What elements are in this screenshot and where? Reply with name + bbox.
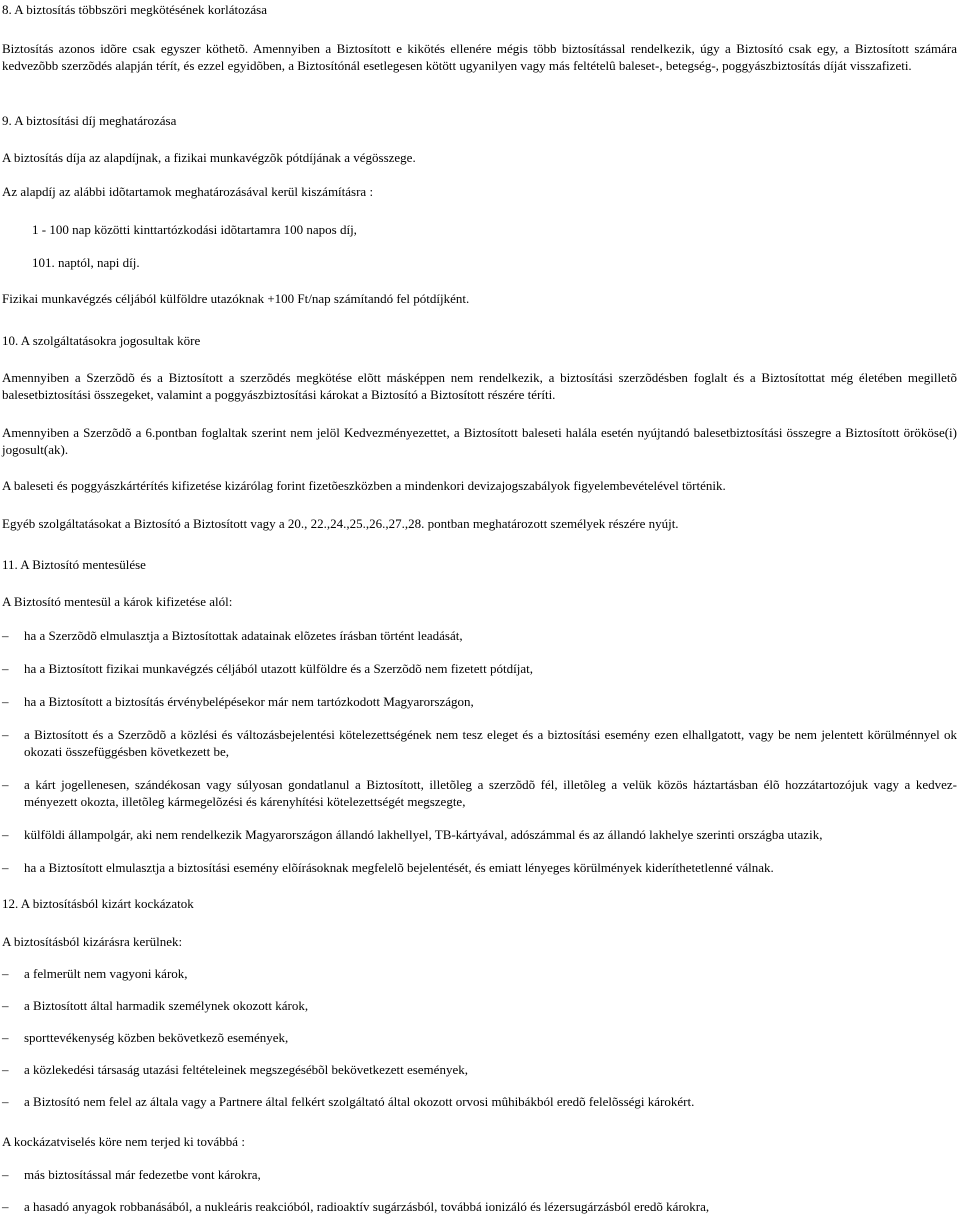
section-9-item2: 101. naptól, napi díj. <box>32 255 140 270</box>
dash-bullet: – <box>2 628 9 643</box>
list-item-text: sporttevékenység közben bekövetkezõ események, <box>24 1030 289 1045</box>
list-item-text: a Biztosított és a Szerzõdõ a közlési és változásbejelentési kötelezettségének nem tesz eleget és a biztosítási esemény ezen elhallgatott, vagy be nem jelentett körülménnyel ok okozati összefüggésben következett be, <box>24 727 957 759</box>
dash-bullet: – <box>2 661 9 676</box>
list-item <box>2 997 957 1014</box>
dash-bullet: – <box>2 727 9 742</box>
section-8-title: 8. A biztosítás többszöri megkötésének korlátozása <box>2 2 267 17</box>
list-item-text: a Biztosító nem felel az általa vagy a Partnere által felkért szolgáltató által okozott orvosi mûhibákból eredõ felelõsségi károkért. <box>24 1094 695 1109</box>
section-12-title: 12. A biztosításból kizárt kockázatok <box>2 896 194 911</box>
section-11-list <box>2 627 957 876</box>
section-10-p2: Amennyiben a Szerzõdõ a 6.pontban foglaltak szerint nem jelöl Kedvezményezettet, a Biztosított baleseti halála esetén nyújtandó balesetbiztosítási összegre a Biztosított örököse(i) jogosult(ak). <box>2 425 957 457</box>
list-item <box>2 1198 957 1215</box>
section-12-list <box>2 965 957 1110</box>
list-item <box>2 1029 957 1046</box>
list-item <box>2 826 957 843</box>
section-11-title: 11. A Biztosító mentesülése <box>2 557 146 572</box>
list-item-text: a kárt jogellenesen, szándékosan vagy súlyosan gondatlanul a Biztosított, illetõleg a szerzõdõ fél, illetõleg a velük közös háztartásban élõ hozzátartozójuk vagy a kedvez-ményezett okozta, illetõleg kármegelõzési és kárenyhítési kötelezettségét megszegte, <box>24 777 957 809</box>
list-item <box>2 1061 957 1078</box>
section-10-p1: Amennyiben a Szerzõdõ és a Biztosított a szerzõdés megkötése elõtt másképpen nem rendelkezik, a biztosítási szerzõdésben foglalt és a Biztosítottat még életében megilletõ balesetbiztosítási összegeket, valamint a poggyászbiztosítási károkat a Biztosító a Biztosított részére téríti. <box>2 370 957 402</box>
dash-bullet: – <box>2 1062 9 1077</box>
section-12-intro2: A kockázatviselés köre nem terjed ki továbbá : <box>2 1134 245 1149</box>
dash-bullet: – <box>2 777 9 792</box>
list-item-text: a Biztosított által harmadik személynek okozott károk, <box>24 998 309 1013</box>
section-12-list-2 <box>2 1166 957 1215</box>
list-item-text: a felmerült nem vagyoni károk, <box>24 966 188 981</box>
list-item <box>2 859 957 876</box>
dash-bullet: – <box>2 1030 9 1045</box>
section-9-item1: 1 - 100 nap közötti kinttartózkodási idõtartamra 100 napos díj, <box>32 222 357 237</box>
section-12-intro: A biztosításból kizárásra kerülnek: <box>2 934 183 949</box>
list-item <box>2 660 957 677</box>
list-item <box>2 776 957 810</box>
section-10-p4: Egyéb szolgáltatásokat a Biztosító a Biztosított vagy a 20., 22.,24.,25.,26.,27.,28. pontban meghatározott személyek részére nyújt. <box>2 516 679 531</box>
dash-bullet: – <box>2 966 9 981</box>
dash-bullet: – <box>2 998 9 1013</box>
list-item <box>2 627 957 644</box>
dash-bullet: – <box>2 1167 9 1182</box>
list-item-text: a közlekedési társaság utazási feltételeinek megszegésébõl bekövetkezett események, <box>24 1062 468 1077</box>
section-9-p3: Fizikai munkavégzés céljából külföldre utazóknak +100 Ft/nap számítandó fel pótdíjként. <box>2 291 470 306</box>
section-9-p2: Az alapdíj az alábbi idõtartamok meghatározásával kerül kiszámításra : <box>2 184 374 199</box>
list-item <box>2 693 957 710</box>
section-10-title: 10. A szolgáltatásokra jogosultak köre <box>2 333 201 348</box>
section-8-body: Biztosítás azonos idõre csak egyszer köthetõ. Amennyiben a Biztosított e kikötés ellenére mégis több biztosítással rendelkezik, úgy a Biztosító csak egy, a Biztosított számára kedvezõbb szerzõdés alapján térít, és ezzel egyidõben, a Biztosítónál esetlegesen kötött ugyanilyen vagy más feltételû baleset-, betegség-, poggyászbiztosítás díját visszafizeti. <box>2 41 957 73</box>
list-item <box>2 1166 957 1183</box>
section-9-p1: A biztosítás díja az alapdíjnak, a fizikai munkavégzõk pótdíjának a végösszege. <box>2 150 416 165</box>
list-item-text: más biztosítással már fedezetbe vont károkra, <box>24 1167 261 1182</box>
list-item <box>2 1093 957 1110</box>
dash-bullet: – <box>2 827 9 842</box>
section-9-title: 9. A biztosítási díj meghatározása <box>2 113 177 128</box>
section-11-intro: A Biztosító mentesül a károk kifizetése alól: <box>2 594 233 609</box>
dash-bullet: – <box>2 1094 9 1109</box>
dash-bullet: – <box>2 1199 9 1214</box>
list-item-text: ha a Biztosított a biztosítás érvénybelépésekor már nem tartózkodott Magyarországon, <box>24 694 474 709</box>
list-item-text: ha a Biztosított fizikai munkavégzés céljából utazott külföldre és a Szerzõdõ nem fizetett pótdíjat, <box>24 661 533 676</box>
list-item <box>2 726 957 760</box>
list-item-text: ha a Szerzõdõ elmulasztja a Biztosítottak adatainak elõzetes írásban történt leadását, <box>24 628 463 643</box>
dash-bullet: – <box>2 694 9 709</box>
list-item-text: külföldi állampolgár, aki nem rendelkezik Magyarországon állandó lakhellyel, TB-kártyával, adószámmal és az állandó lakhelye szerinti országba utazik, <box>24 827 823 842</box>
list-item-text: ha a Biztosított elmulasztja a biztosítási esemény elõírásoknak megfelelõ bejelentését, és emiatt lényeges körülmények kideríthetetlenné válnak. <box>24 860 774 875</box>
list-item-text: a hasadó anyagok robbanásából, a nukleáris reakcióból, radioaktív sugárzásból, továbbá ionizáló és lézersugárzásból eredõ károkra, <box>24 1199 710 1214</box>
list-item <box>2 965 957 982</box>
dash-bullet: – <box>2 860 9 875</box>
section-10-p3: A baleseti és poggyászkártérítés kifizetése kizárólag forint fizetõeszközben a mindenkori devizajogszabályok figyelembevételével történik. <box>2 478 726 493</box>
